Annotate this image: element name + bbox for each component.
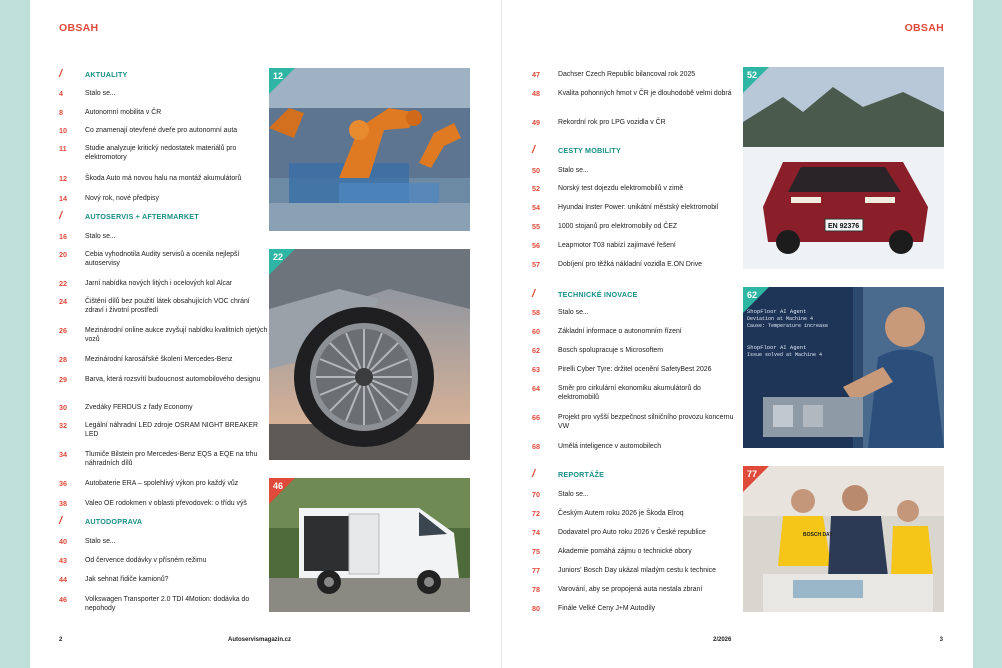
footer-issue: 2/2026 — [713, 637, 732, 643]
toc-title: Umělá inteligence v automobilech — [558, 443, 662, 450]
toc-item[interactable] — [532, 491, 742, 500]
toc-page-number: 48 — [532, 89, 540, 98]
toc-item[interactable] — [59, 596, 269, 613]
toc-title: Jak sehnat řidiče kamionů? — [85, 576, 169, 583]
section-title: AUTOSERVIS + AFTERMARKET — [85, 211, 199, 221]
toc-item[interactable] — [59, 233, 269, 242]
toc-page-number: 58 — [532, 308, 540, 317]
toc-page-number: 40 — [59, 537, 67, 546]
toc-page-number: 29 — [59, 375, 67, 384]
section-cesty-mobility — [532, 144, 621, 156]
toc-page-number: 75 — [532, 547, 540, 556]
photo-tag-number: 46 — [273, 481, 284, 491]
toc-item[interactable] — [59, 422, 269, 439]
page-header-right: OBSAH — [904, 22, 944, 34]
footer-site: Autoservismagazin.cz — [228, 637, 292, 643]
toc-page-number: 30 — [59, 403, 67, 412]
toc-page-number: 43 — [59, 556, 67, 565]
toc-title: Dobíjení pro těžká nákladní vozidla E.ON Drive — [558, 261, 703, 268]
toc-item[interactable] — [59, 376, 269, 385]
photo-tag-number: 77 — [747, 469, 758, 479]
toc-title: Akademie pomáhá zájmu o technické obory — [558, 548, 692, 555]
toc-item[interactable] — [532, 90, 732, 99]
toc-title: Stalo se... — [85, 233, 116, 240]
overlay-line: Cause: Temperature increase — [747, 323, 829, 329]
toc-page-number: 60 — [532, 327, 540, 336]
toc-page-number: 78 — [532, 585, 540, 594]
toc-title: Studie analyzuje kritický nedostatek materiálů pro elektromotory — [85, 145, 237, 161]
toc-page-number: 12 — [59, 174, 67, 183]
toc-page-number: 70 — [532, 490, 540, 499]
toc-title: Finále Velké Ceny J+M Autodíly — [558, 605, 656, 612]
overlay-line: Deviation at Machine 4 — [747, 316, 814, 322]
section-slash-icon: / — [59, 68, 63, 80]
toc-title: Škoda Auto má novou halu na montáž akumulátorů — [85, 175, 242, 182]
toc-page-number: 56 — [532, 241, 540, 250]
toc-item[interactable] — [59, 280, 269, 289]
photo-kids-bosch-day[interactable] — [743, 466, 944, 612]
toc-page-number: 20 — [59, 250, 67, 259]
toc-item[interactable] — [59, 557, 269, 566]
toc-item[interactable] — [532, 586, 742, 595]
engineer-ai-image — [743, 287, 944, 448]
photo-tag-number: 62 — [747, 290, 758, 300]
toc-title: Stalo se... — [558, 167, 589, 174]
toc-page-number: 66 — [532, 413, 540, 422]
section-title: TECHNICKÉ INOVACE — [558, 289, 638, 299]
toc-title: Volkswagen Transporter 2.0 TDI 4Motion: dodávka do nepohody — [85, 596, 250, 612]
alloy-wheel-image — [269, 249, 470, 460]
toc-title: Rekordní rok pro LPG vozidla v ČR — [558, 119, 666, 126]
toc-page-number: 55 — [532, 222, 540, 231]
toc-page-number: 68 — [532, 442, 540, 451]
toc-page-number: 49 — [532, 118, 540, 127]
toc-page-number: 44 — [59, 575, 67, 584]
toc-title: Stalo se... — [558, 491, 589, 498]
toc-page-number: 72 — [532, 509, 540, 518]
toc-title: Stalo se... — [85, 538, 116, 545]
toc-page-number: 32 — [59, 421, 67, 430]
toc-item[interactable] — [532, 529, 742, 538]
overlay-line: ShopFloor AI Agent — [747, 344, 807, 351]
white-van-image — [269, 478, 470, 612]
license-plate: EN 92376 — [828, 223, 860, 230]
photo-engineer-ai[interactable] — [743, 287, 944, 448]
toc-item[interactable] — [532, 414, 742, 431]
toc-page-number: 50 — [532, 166, 540, 175]
overlay-line: Issue solved at Machine 4 — [747, 352, 823, 358]
toc-title: Varování, aby se propojená auta nestala zbraní — [558, 586, 703, 593]
toc-item[interactable] — [59, 175, 269, 184]
page-number-right: 3 — [939, 637, 943, 643]
toc-title: Tlumiče Bilstein pro Mercedes-Benz EQS a EQE na trhu náhradních dílů — [85, 451, 258, 467]
toc-page-number: 28 — [59, 355, 67, 364]
toc-page-number: 64 — [532, 384, 540, 393]
section-slash-icon: / — [532, 468, 536, 480]
toc-item[interactable] — [532, 242, 742, 251]
toc-title: Nový rok, nové předpisy — [85, 195, 159, 202]
toc-item[interactable] — [59, 145, 269, 162]
toc-item[interactable] — [532, 71, 732, 80]
toc-item[interactable] — [532, 366, 742, 375]
toc-item[interactable] — [532, 605, 742, 614]
toc-item[interactable] — [532, 185, 742, 194]
photo-tag-number: 12 — [273, 71, 284, 81]
toc-item[interactable] — [59, 451, 269, 468]
section-technicke-inovace — [532, 288, 638, 300]
toc-title: Hyundai Inster Power: unikátní městský elektromobil — [558, 204, 719, 211]
toc-item[interactable] — [59, 576, 269, 585]
page-header-left: OBSAH — [59, 22, 99, 34]
right-page — [501, 0, 973, 668]
photo-white-van[interactable] — [269, 478, 470, 612]
toc-item[interactable] — [59, 538, 269, 547]
toc-title: Autobaterie ERA – spolehlivý výkon pro každý vůz — [85, 480, 239, 487]
toc-title: Pirelli Cyber Tyre: držitel ocenění SafetyBest 2026 — [558, 366, 712, 373]
toc-title: Směr pro cirkulární ekonomiku akumulátorů do elektromobilů — [558, 385, 701, 401]
toc-item[interactable] — [532, 119, 732, 128]
toc-title: Dachser Czech Republic bilancoval rok 2025 — [558, 71, 696, 78]
toc-item[interactable] — [59, 298, 269, 315]
toc-title: Juniors' Bosch Day ukázal mladým cestu k technice — [558, 567, 716, 574]
toc-page-number: 24 — [59, 297, 67, 306]
photo-red-ev-snow[interactable] — [743, 67, 944, 269]
toc-item[interactable] — [59, 251, 269, 268]
toc-title: Mezinárodní karosářské školení Mercedes-Benz — [85, 356, 233, 363]
toc-page-number: 14 — [59, 194, 67, 203]
toc-item[interactable] — [532, 223, 742, 232]
toc-page-number: 11 — [59, 144, 67, 153]
toc-item[interactable] — [59, 109, 269, 118]
kids-bosch-day-image — [743, 466, 944, 612]
toc-page-number: 57 — [532, 260, 540, 269]
toc-title: Barva, která rozsvítí budoucnost automobilového designu — [85, 376, 261, 383]
toc-title: Valeo OE rodokmen v oblasti převodovek: o třídu výš — [85, 500, 247, 507]
toc-title: Legální náhradní LED zdroje OSRAM NIGHT BREAKER LED — [85, 422, 258, 438]
toc-title: Kvalita pohonných hmot v ČR je dlouhodobě velmi dobrá — [558, 90, 732, 97]
toc-item[interactable] — [532, 309, 742, 318]
toc-title: Českým Autem roku 2026 je Škoda Elroq — [558, 510, 684, 517]
toc-title: Stalo se... — [85, 90, 116, 97]
photo-alloy-wheel[interactable] — [269, 249, 470, 460]
toc-title: Stalo se... — [558, 309, 589, 316]
toc-title: Jarní nabídka nových litých i ocelových kol Alcar — [85, 280, 233, 287]
section-title: AKTUALITY — [85, 69, 128, 79]
toc-page-number: 74 — [532, 528, 540, 537]
toc-page-number: 10 — [59, 126, 67, 135]
toc-item[interactable] — [59, 500, 269, 509]
toc-title: Čištění dílů bez použití látek obsahujících VOC chrání zdraví i životní prostředí — [85, 298, 250, 314]
toc-title: Od července dodávky v přísném režimu — [85, 557, 207, 564]
toc-page-number: 62 — [532, 346, 540, 355]
section-aktuality — [59, 68, 128, 80]
section-autodoprava — [59, 515, 142, 527]
toc-title: Základní informace o autonomním řízení — [558, 328, 682, 335]
toc-page-number: 54 — [532, 203, 540, 212]
photo-tag-number: 52 — [747, 70, 758, 80]
toc-page-number: 26 — [59, 326, 67, 335]
toc-page-number: 4 — [59, 89, 63, 98]
section-reportaze — [532, 468, 604, 480]
toc-item[interactable] — [59, 195, 269, 204]
shirt-text: BOSCH DAY — [803, 532, 833, 538]
toc-item[interactable] — [532, 567, 742, 576]
section-title: AUTODOPRAVA — [85, 516, 143, 526]
toc-page-number: 77 — [532, 566, 540, 575]
toc-item[interactable] — [532, 261, 742, 270]
toc-title: Leapmotor T03 nabízí zajímavé řešení — [558, 242, 676, 249]
page-number-left: 2 — [59, 637, 63, 643]
toc-item[interactable] — [532, 328, 742, 337]
section-slash-icon: / — [532, 288, 536, 300]
toc-page-number: 38 — [59, 499, 67, 508]
section-slash-icon: / — [59, 515, 63, 527]
toc-title: Co znamenají otevřené dveře pro autonomní auta — [85, 127, 238, 134]
toc-title: Cebia vyhodnotila Audity servisů a ocenila nejlepší autoservisy — [85, 251, 240, 267]
section-slash-icon: / — [59, 210, 63, 222]
toc-item[interactable] — [59, 327, 269, 344]
toc-title: Norský test dojezdu elektromobilů v zimě — [558, 185, 684, 192]
toc-item[interactable] — [532, 347, 742, 356]
red-ev-snow-image — [743, 67, 944, 269]
section-title: REPORTÁŽE — [558, 469, 605, 479]
toc-item[interactable] — [532, 385, 742, 402]
toc-title: Autonomní mobilita v ČR — [85, 109, 162, 116]
toc-page-number: 47 — [532, 70, 540, 79]
toc-page-number: 63 — [532, 365, 540, 374]
toc-page-number: 36 — [59, 479, 67, 488]
toc-title: Zvedáky FERDUS z řady Economy — [85, 404, 193, 411]
toc-item[interactable] — [532, 443, 742, 452]
toc-item[interactable] — [59, 480, 269, 489]
section-title: CESTY MOBILITY — [558, 145, 621, 155]
overlay-line: ShopFloor AI Agent — [747, 308, 807, 315]
toc-title: Mezinárodní online aukce zvyšují nabídku kvalitních ojetých vozů — [85, 327, 268, 343]
toc-item[interactable] — [532, 204, 742, 213]
toc-title: 1000 stojanů pro elektromobily od ČEZ — [558, 223, 678, 230]
photo-tag-number: 22 — [273, 252, 284, 262]
toc-page-number: 52 — [532, 184, 540, 193]
toc-item[interactable] — [532, 510, 742, 519]
toc-title: Dodavatel pro Auto roku 2026 v České republice — [558, 529, 706, 536]
toc-item[interactable] — [59, 404, 269, 413]
section-slash-icon: / — [532, 144, 536, 156]
toc-page-number: 80 — [532, 604, 540, 613]
toc-page-number: 16 — [59, 232, 67, 241]
toc-page-number: 46 — [59, 595, 67, 604]
toc-title: Bosch spolupracuje s Microsoftem — [558, 347, 663, 354]
toc-page-number: 8 — [59, 108, 63, 117]
toc-page-number: 34 — [59, 450, 67, 459]
toc-item[interactable] — [59, 356, 269, 365]
photo-robotic-assembly[interactable] — [269, 68, 470, 231]
toc-item[interactable] — [59, 127, 269, 136]
toc-item[interactable] — [532, 167, 742, 176]
robotic-assembly-image — [269, 68, 470, 231]
section-autoservis — [59, 210, 199, 222]
toc-title: Projekt pro vyšší bezpečnost silničního provozu koncernu VW — [558, 414, 734, 430]
left-page — [30, 0, 501, 668]
toc-page-number: 22 — [59, 279, 67, 288]
toc-item[interactable] — [532, 548, 742, 557]
toc-item[interactable] — [59, 90, 269, 99]
